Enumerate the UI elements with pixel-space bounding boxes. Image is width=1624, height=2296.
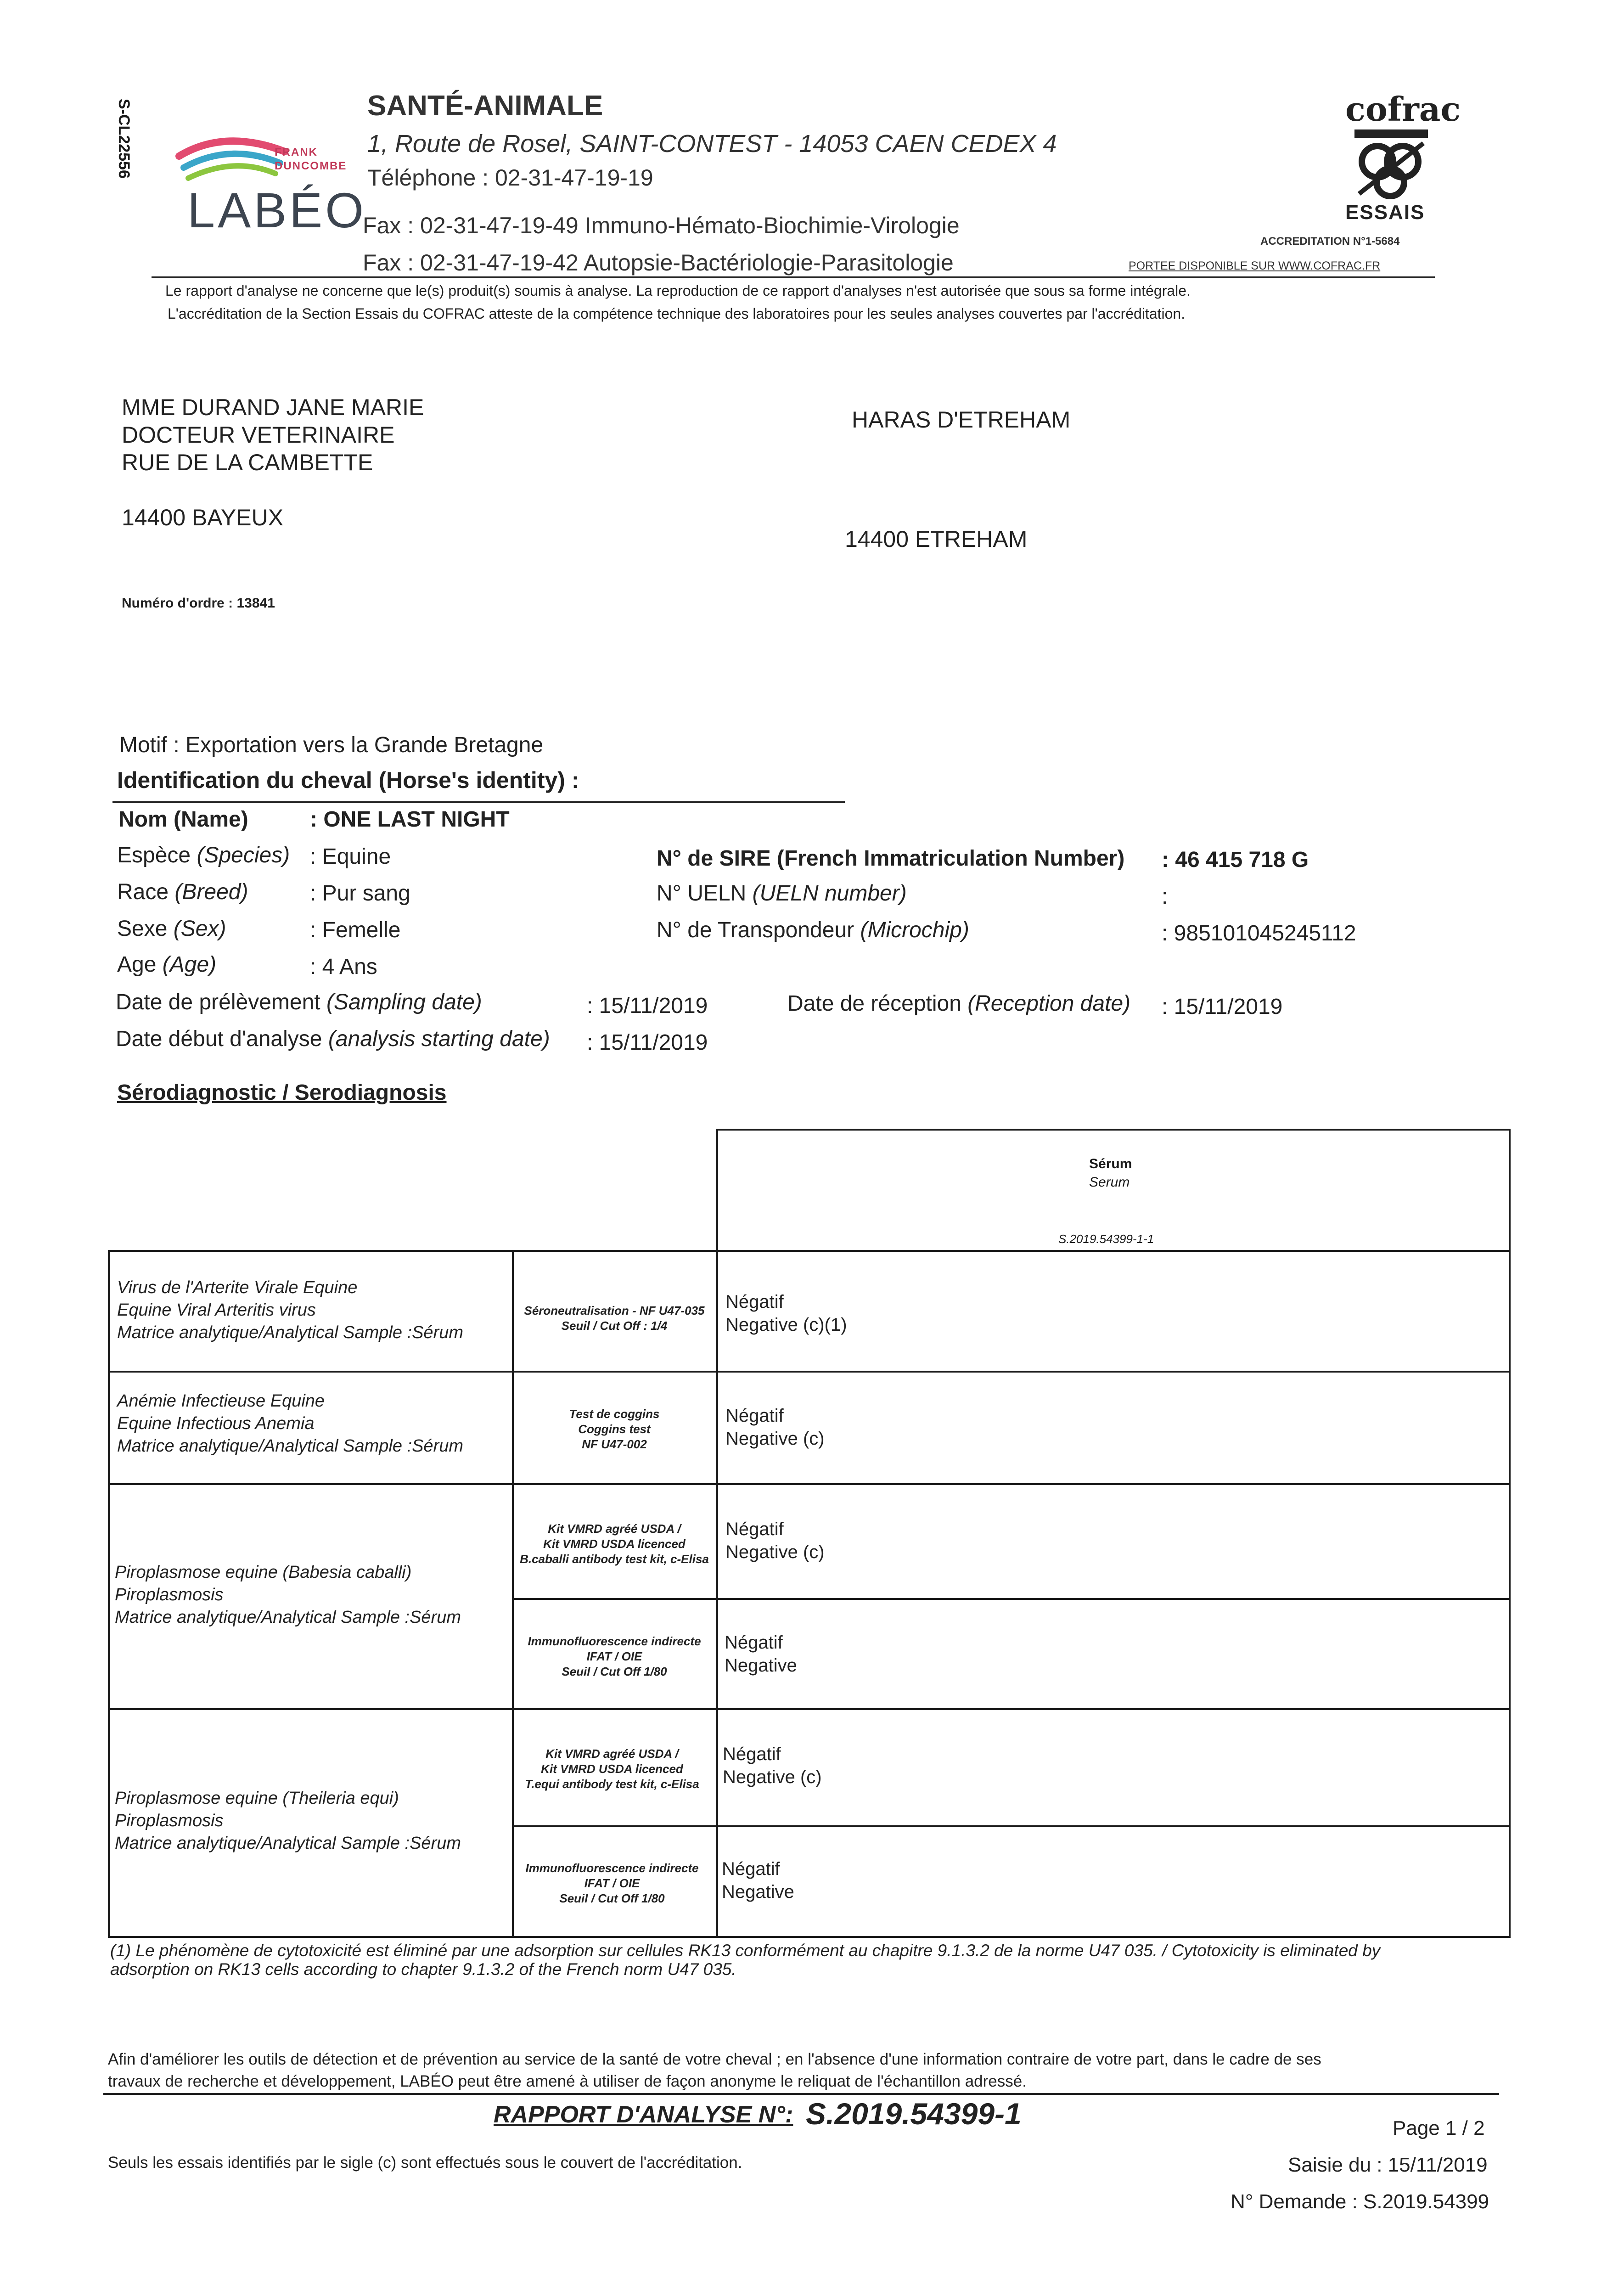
identity-rule <box>112 801 845 803</box>
table-rule <box>108 1250 110 1938</box>
serodiagnostic-title: Sérodiagnostic / Serodiagnosis <box>117 1080 447 1105</box>
table-rule <box>108 1936 1511 1938</box>
page-number: Page 1 / 2 <box>1393 2117 1485 2139</box>
start-date-value: : 15/11/2019 <box>587 1030 708 1055</box>
research-note-line-2: travaux de recherche et développement, LABÉO peut être amené à utiliser de façon anonyme le reliquat de l'échantillon adressé. <box>108 2072 1027 2090</box>
breed-value: : Pur sang <box>310 881 410 906</box>
identity-section-title: Identification du cheval (Horse's identity) : <box>117 767 579 793</box>
result-cell: Négatif Negative <box>725 1632 797 1676</box>
table-rule <box>108 1708 1511 1710</box>
accreditation-note: Seuls les essais identifiés par le sigle (c) sont effectués sous le couvert de l'accréditation. <box>108 2154 742 2172</box>
analysis-cell: Piroplasmose equine (Babesia caballi) Piroplasmosis Matrice analytique/Analytical Sample :Sérum <box>115 1563 461 1627</box>
transponder-value: : 985101045245112 <box>1162 921 1356 945</box>
transponder-label: N° de Transpondeur (Microchip) <box>657 918 969 942</box>
lab-fax-autopsie: Fax : 02-31-47-19-42 Autopsie-Bactériologie-Parasitologie <box>363 250 954 276</box>
order-number: Numéro d'ordre : 13841 <box>122 596 275 611</box>
result-cell: Négatif Negative <box>722 1859 794 1902</box>
method-cell: Test de coggins Coggins test NF U47-002 <box>569 1407 660 1451</box>
lab-telephone: Téléphone : 02-31-47-19-19 <box>367 165 653 191</box>
owner-city: 14400 ETREHAM <box>845 526 1028 552</box>
result-cell: Négatif Negative (c)(1) <box>725 1292 847 1335</box>
saisie-date: Saisie du : 15/11/2019 <box>1288 2154 1488 2176</box>
reception-date-value: : 15/11/2019 <box>1162 995 1283 1019</box>
sire-value: : 46 415 718 G <box>1162 848 1309 872</box>
sire-label: N° de SIRE (French Immatriculation Number) <box>657 846 1125 871</box>
horse-name-label: Nom (Name) <box>118 807 248 832</box>
analysis-cell: Anémie Infectieuse Equine Equine Infectious Anemia Matrice analytique/Analytical Sample :Sérum <box>117 1391 464 1456</box>
age-value: : 4 Ans <box>310 955 377 979</box>
sex-label: Sexe (Sex) <box>117 917 226 941</box>
analysis-cell: Piroplasmose equine (Theileria equi) Piroplasmosis Matrice analytique/Analytical Sample :Sérum <box>115 1789 461 1853</box>
labeo-logo: LABÉO <box>187 182 367 238</box>
table-rule <box>108 1371 1511 1373</box>
lab-address: 1, Route de Rosel, SAINT-CONTEST - 14053 CAEN CEDEX 4 <box>367 130 1057 158</box>
breed-label: Race (Breed) <box>117 880 248 904</box>
table-rule <box>512 1825 1511 1827</box>
reception-date-label: Date de réception (Reception date) <box>787 991 1131 1016</box>
method-cell: Kit VMRD agréé USDA / Kit VMRD USDA licenced B.caballi antibody test kit, c-Elisa <box>520 1522 709 1566</box>
sample-id: S.2019.54399-1-1 <box>1058 1232 1154 1246</box>
horse-name-value: : ONE LAST NIGHT <box>310 807 510 832</box>
cofrac-logo: cofrac <box>1345 90 1461 129</box>
start-date-label: Date début d'analyse (analysis starting date) <box>116 1027 550 1051</box>
logo-sub-frank: FRANK <box>275 146 318 158</box>
sampling-date-label: Date de prélèvement (Sampling date) <box>116 990 482 1014</box>
table-rule <box>108 1250 1511 1252</box>
species-label: Espèce (Species) <box>117 843 290 867</box>
table-rule <box>512 1250 514 1938</box>
footnote-line-2: adsorption on RK13 cells according to chapter 9.1.3.2 of the French norm U47 035. <box>110 1960 736 1979</box>
lab-fax-immuno: Fax : 02-31-47-19-49 Immuno-Hémato-Biochimie-Virologie <box>363 213 960 238</box>
footer-rule <box>103 2093 1499 2095</box>
lab-title: SANTÉ-ANIMALE <box>367 90 603 122</box>
table-rule <box>512 1598 1511 1600</box>
method-cell: Immunofluorescence indirecte IFAT / OIE Seuil / Cut Off 1/80 <box>525 1861 699 1905</box>
result-cell: Négatif Negative (c) <box>725 1406 825 1449</box>
analysis-cell: Virus de l'Arterite Virale Equine Equine Viral Arteritis virus Matrice analytique/Analytical Sample :Sérum <box>117 1278 464 1342</box>
sample-header: Sérum <box>1089 1156 1132 1171</box>
table-rule <box>717 1129 1511 1131</box>
recipient-city: 14400 BAYEUX <box>122 505 284 530</box>
result-cell: Négatif Negative (c) <box>723 1744 822 1787</box>
cofrac-emblem-icon <box>1350 125 1433 201</box>
ueln-value: : <box>1162 884 1168 909</box>
motif: Motif : Exportation vers la Grande Bretagne <box>119 733 544 757</box>
research-note-line-1: Afin d'améliorer les outils de détection et de prévention au service de la santé de votre cheval ; en l'absence d'une information contraire de votre part, dans le cadre de ses <box>108 2050 1321 2068</box>
age-label: Age (Age) <box>117 952 217 977</box>
header-rule <box>152 276 1435 278</box>
cofrac-accreditation: ACCREDITATION N°1-5684 <box>1260 235 1400 248</box>
owner-name: HARAS D'ETREHAM <box>852 407 1071 433</box>
result-cell: Négatif Negative (c) <box>725 1519 825 1562</box>
table-rule <box>108 1483 1511 1485</box>
footnote-line-1: (1) Le phénomène de cytotoxicité est éliminé par une adsorption sur cellules RK13 conformément au chapitre 9.1.3.2 de la norme U47 035. / Cytotoxicity is eliminated by <box>110 1941 1381 1960</box>
demande-number: N° Demande : S.2019.54399 <box>1231 2190 1489 2213</box>
document-side-code: S-CL22556 <box>115 99 133 179</box>
ueln-label: N° UELN (UELN number) <box>657 881 907 906</box>
report-number: S.2019.54399-1 <box>806 2097 1022 2131</box>
method-cell: Kit VMRD agréé USDA / Kit VMRD USDA licenced T.equi antibody test kit, c-Elisa <box>525 1747 699 1791</box>
method-cell: Immunofluorescence indirecte IFAT / OIE Seuil / Cut Off 1/80 <box>528 1634 701 1678</box>
sample-header-en: Serum <box>1089 1175 1130 1190</box>
disclaimer-line-1: Le rapport d'analyse ne concerne que le(s) produit(s) soumis à analyse. La reproduction de ce rapport d'analyses n'est autorisée que sous sa forme intégrale. <box>165 282 1191 299</box>
sex-value: : Femelle <box>310 918 401 942</box>
cofrac-portee: PORTEE DISPONIBLE SUR WWW.COFRAC.FR <box>1129 259 1381 272</box>
disclaimer-line-2: L'accréditation de la Section Essais du COFRAC atteste de la compétence technique des laboratoires pour les seules analyses couvertes par l'accréditation. <box>168 305 1186 322</box>
method-cell: Séroneutralisation - NF U47-035 Seuil / Cut Off : 1/4 <box>524 1304 705 1333</box>
recipient-title: DOCTEUR VETERINAIRE <box>122 422 395 448</box>
cofrac-essais: ESSAIS <box>1345 201 1425 224</box>
report-number-label: RAPPORT D'ANALYSE N°: <box>494 2101 793 2128</box>
recipient-street: RUE DE LA CAMBETTE <box>122 450 373 475</box>
sampling-date-value: : 15/11/2019 <box>587 994 708 1018</box>
logo-sub-duncombe: DUNCOMBE <box>275 160 347 172</box>
species-value: : Equine <box>310 844 391 869</box>
recipient-name: MME DURAND JANE MARIE <box>122 394 424 420</box>
